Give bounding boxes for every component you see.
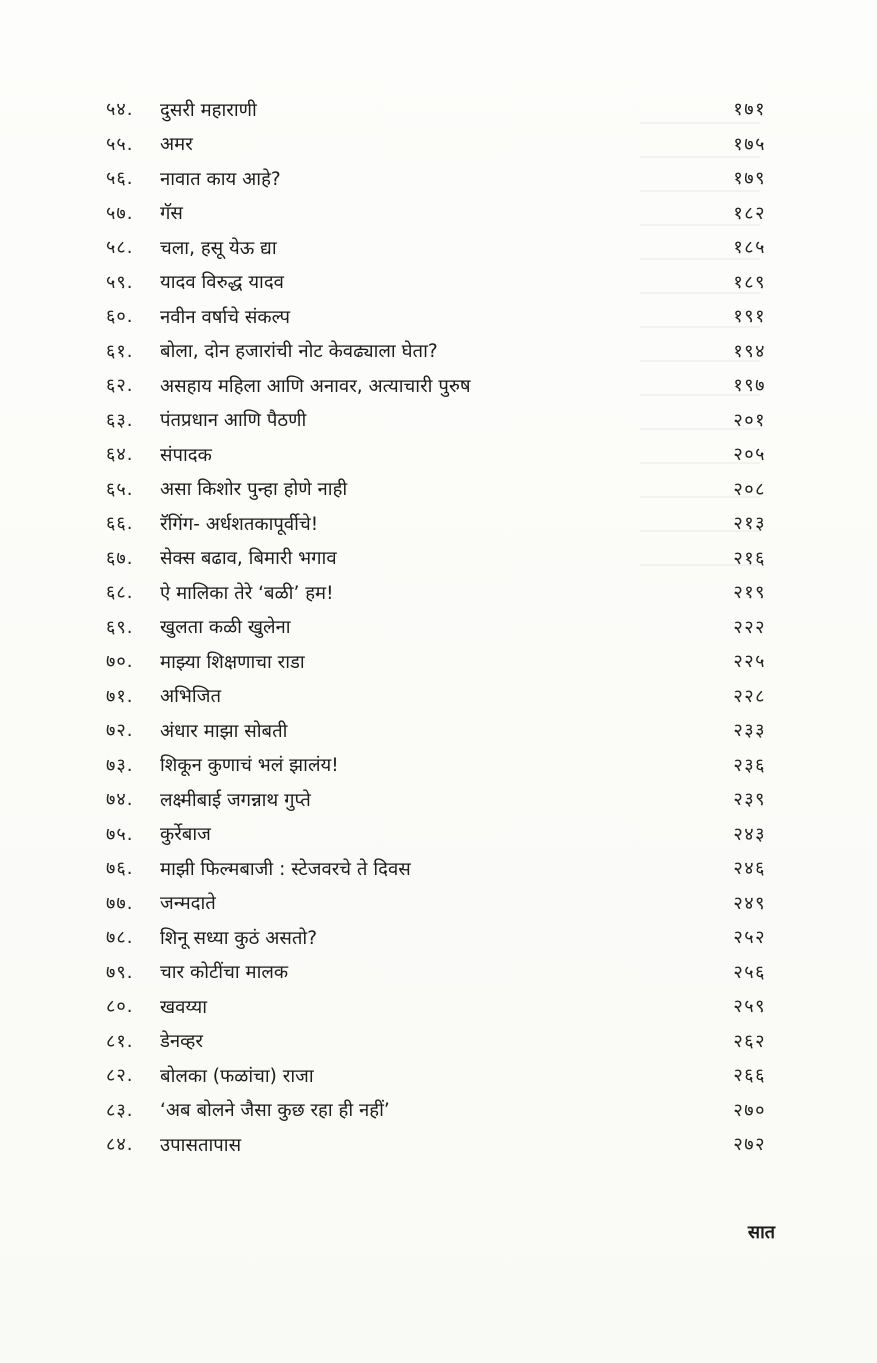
entry-number: ८१. <box>106 1030 134 1052</box>
entry-number: ८३. <box>106 1099 134 1121</box>
entry-number: ६०. <box>106 306 134 328</box>
entry-page-number: २७२ <box>733 1134 766 1156</box>
toc-entry <box>106 1093 766 1128</box>
toc-entry <box>106 1024 766 1059</box>
entry-title: रॅगिंग- अर्धशतकापूर्वीचे! <box>160 513 319 535</box>
entry-number: ५८. <box>106 237 134 259</box>
entry-page-number: २०१ <box>733 409 766 431</box>
entry-page-number: १७१ <box>733 99 766 121</box>
toc-entry <box>106 782 766 817</box>
entry-title: जन्मदाते <box>160 893 216 915</box>
toc-entry <box>106 1058 766 1093</box>
toc-entry <box>106 748 766 783</box>
entry-title: माझी फिल्मबाजी : स्टेजवरचे ते दिवस <box>160 858 411 880</box>
entry-title: सेक्स बढाव, बिमारी भगाव <box>160 548 337 570</box>
entry-title: माझ्या शिक्षणाचा राडा <box>160 651 305 673</box>
toc-entry <box>106 299 766 334</box>
entry-title: गॅस <box>160 203 183 225</box>
entry-number: ७३. <box>106 754 134 776</box>
entry-page-number: २५२ <box>733 927 766 949</box>
entry-page-number: १९४ <box>733 340 766 362</box>
toc-entry <box>106 437 766 472</box>
entry-title: पंतप्रधान आणि पैठणी <box>160 410 307 432</box>
entry-number: ७२. <box>106 720 134 742</box>
entry-page-number: २०८ <box>733 478 766 500</box>
toc-entry <box>106 817 766 852</box>
entry-number: ७१. <box>106 685 134 707</box>
entry-page-number: २६२ <box>733 1030 766 1052</box>
entry-title: यादव विरुद्ध यादव <box>160 272 284 294</box>
entry-number: ५९. <box>106 271 134 293</box>
toc-entry <box>106 713 766 748</box>
entry-page-number: २१३ <box>733 513 766 535</box>
entry-number: ८०. <box>106 996 134 1018</box>
entry-number: ५५. <box>106 133 134 155</box>
toc-entry <box>106 265 766 300</box>
toc-entry <box>106 506 766 541</box>
entry-title: नवीन वर्षाचे संकल्प <box>160 306 291 328</box>
entry-page-number: २४९ <box>733 892 766 914</box>
entry-page-number: २१९ <box>733 582 766 604</box>
entry-page-number: १७५ <box>733 133 766 155</box>
entry-number: ६८. <box>106 582 134 604</box>
toc-entry <box>106 403 766 438</box>
entry-title: बोला, दोन हजारांची नोट केवढ्याला घेता? <box>160 341 438 363</box>
entry-title: चार कोटींचा मालक <box>160 962 289 984</box>
entry-title: असहाय महिला आणि अनावर, अत्याचारी पुरुष <box>160 375 471 397</box>
toc-entry <box>106 1127 766 1162</box>
toc-entry <box>106 472 766 507</box>
toc-entry <box>106 541 766 576</box>
entry-number: ५७. <box>106 202 134 224</box>
entry-title: दुसरी महाराणी <box>160 99 257 121</box>
entry-page-number: १८५ <box>733 237 766 259</box>
entry-page-number: १९७ <box>733 375 766 397</box>
entry-number: ७५. <box>106 823 134 845</box>
toc-entry <box>106 368 766 403</box>
entry-page-number: २३६ <box>733 754 766 776</box>
entry-page-number: २५९ <box>733 996 766 1018</box>
entry-page-number: २२५ <box>733 651 766 673</box>
toc-entry <box>106 955 766 990</box>
entry-page-number: २१६ <box>733 547 766 569</box>
toc-entry <box>106 610 766 645</box>
entry-page-number: १७९ <box>733 168 766 190</box>
entry-page-number: २२२ <box>733 616 766 638</box>
entry-number: ६३. <box>106 409 134 431</box>
toc-entry <box>106 92 766 127</box>
entry-number: ५४. <box>106 99 134 121</box>
entry-number: ६१. <box>106 340 134 362</box>
entry-number: ७७. <box>106 892 134 914</box>
entry-title: शिनू सध्या कुठं असतो? <box>160 927 318 949</box>
entry-number: ७६. <box>106 858 134 880</box>
entry-page-number: १८२ <box>733 202 766 224</box>
toc-entry <box>106 230 766 265</box>
entry-page-number: २३९ <box>733 789 766 811</box>
entry-page-number: २७० <box>733 1099 766 1121</box>
toc-entry <box>106 161 766 196</box>
entry-number: ८४. <box>106 1134 134 1156</box>
entry-page-number: २४६ <box>733 858 766 880</box>
entry-title: नावात काय आहे? <box>160 168 281 190</box>
entry-title: ‘अब बोलने जैसा कुछ रहा ही नहीं’ <box>160 1100 390 1122</box>
toc-entry <box>106 127 766 162</box>
entry-title: अमर <box>160 134 193 156</box>
entry-title: कुर्रेबाज <box>160 824 211 846</box>
entry-title: लक्ष्मीबाई जगन्नाथ गुप्ते <box>160 789 311 811</box>
entry-title: असा किशोर पुन्हा होणे नाही <box>160 479 348 501</box>
entry-title: शिकून कुणाचं भलं झालंय! <box>160 755 339 777</box>
page-footer-label: सात <box>747 1222 775 1243</box>
entry-title: संपादक <box>160 444 212 466</box>
entry-title: चला, हसू येऊ द्या <box>160 237 277 259</box>
entry-title: उपासतापास <box>160 1134 242 1156</box>
entry-number: ७९. <box>106 961 134 983</box>
toc-entry <box>106 575 766 610</box>
entry-title: खुलता कळी खुलेना <box>160 617 291 639</box>
toc-entry <box>106 196 766 231</box>
toc-entry <box>106 851 766 886</box>
entry-page-number: २६६ <box>733 1065 766 1087</box>
entry-page-number: १८९ <box>733 271 766 293</box>
entry-page-number: २५६ <box>733 961 766 983</box>
entry-page-number: २४३ <box>733 823 766 845</box>
entry-title: ऐ मालिका तेरे ‘बळी’ हम! <box>160 582 334 604</box>
toc-entry <box>106 679 766 714</box>
entry-number: ८२. <box>106 1065 134 1087</box>
entry-page-number: २३३ <box>733 720 766 742</box>
table-of-contents <box>106 92 766 1162</box>
entry-title: डेनव्हर <box>160 1031 203 1053</box>
toc-entry <box>106 886 766 921</box>
entry-page-number: २०५ <box>733 444 766 466</box>
toc-entry <box>106 920 766 955</box>
entry-number: ६४. <box>106 444 134 466</box>
entry-number: ७४. <box>106 789 134 811</box>
entry-number: ६६. <box>106 513 134 535</box>
entry-number: ५६. <box>106 168 134 190</box>
entry-title: अभिजित <box>160 686 221 708</box>
entry-title: अंधार माझा सोबती <box>160 720 288 742</box>
entry-page-number: २२८ <box>733 685 766 707</box>
toc-entry <box>106 334 766 369</box>
entry-number: ६९. <box>106 616 134 638</box>
entry-number: ६५. <box>106 478 134 500</box>
toc-entry <box>106 644 766 679</box>
entry-title: बोलका (फळांचा) राजा <box>160 1065 314 1087</box>
entry-page-number: १९१ <box>733 306 766 328</box>
entry-number: ६२. <box>106 375 134 397</box>
entry-number: ६७. <box>106 547 134 569</box>
entry-number: ७०. <box>106 651 134 673</box>
toc-entry <box>106 989 766 1024</box>
entry-number: ७८. <box>106 927 134 949</box>
entry-title: खवय्या <box>160 996 208 1018</box>
